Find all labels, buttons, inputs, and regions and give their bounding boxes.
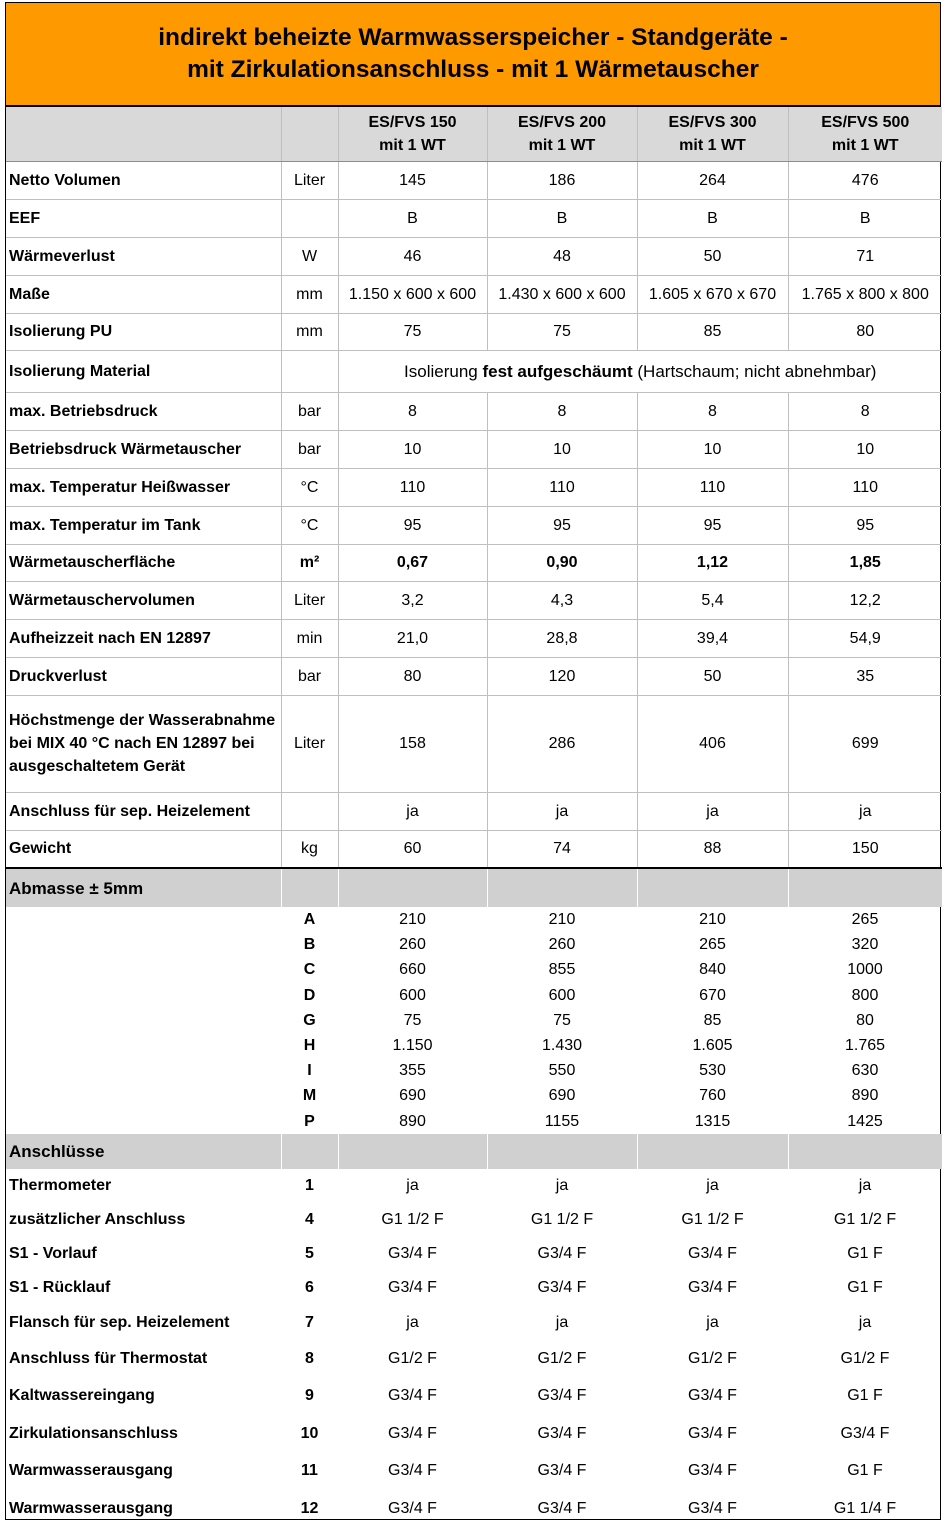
spec-value: 8 (487, 392, 637, 430)
dimension-spacer (6, 932, 281, 957)
spec-label: Wärmetauscherfläche (6, 544, 281, 581)
connection-value: G3/4 F (388, 1500, 437, 1518)
connection-label: S1 - Vorlauf (9, 1245, 97, 1263)
spec-row (6, 506, 942, 544)
spec-value: 1,12 (637, 544, 788, 581)
dimension-value: 600 (548, 986, 576, 1004)
model-header: ES/FVS 500 mit 1 WT (788, 107, 942, 161)
spec-value: 74 (487, 830, 637, 868)
spec-value: 95 (487, 506, 637, 544)
spec-row (6, 468, 942, 506)
spec-row (6, 199, 942, 237)
spec-value: 4,3 (487, 581, 637, 619)
dimension-value: 690 (548, 1087, 576, 1105)
dimension-row (6, 907, 942, 932)
spec-value: 120 (487, 657, 637, 695)
connection-number: 11 (301, 1462, 318, 1480)
connection-number: 10 (300, 1424, 319, 1442)
spec-value: B (338, 199, 487, 237)
dimension-spacer (6, 1058, 281, 1083)
spec-table (6, 107, 942, 869)
connection-value: G3/4 F (537, 1245, 587, 1263)
dimension-connection-table (6, 869, 942, 1528)
spec-value: 8 (637, 392, 788, 430)
connection-row (6, 1377, 942, 1415)
dimension-value: 690 (399, 1087, 426, 1105)
dimension-row (6, 1008, 942, 1033)
spec-label: Netto Volumen (6, 161, 281, 199)
connection-row (6, 1203, 942, 1237)
connection-row (6, 1452, 942, 1490)
connections-header (6, 1134, 942, 1169)
spec-value: 95 (338, 506, 487, 544)
connection-number: 12 (300, 1500, 319, 1518)
dimension-value: 670 (699, 986, 726, 1004)
connection-label: Thermometer (9, 1177, 112, 1195)
spec-value: 110 (788, 468, 942, 506)
spec-value: 28,8 (487, 619, 637, 657)
dimension-value: 800 (851, 986, 879, 1004)
spec-label: EEF (6, 199, 281, 237)
connection-label: Kaltwassereingang (9, 1387, 155, 1405)
spec-value: 110 (637, 468, 788, 506)
dimension-spacer (6, 957, 281, 982)
dimension-value: 530 (699, 1062, 726, 1080)
spec-label: Wärmeverlust (6, 237, 281, 275)
dimension-value: 1315 (694, 1112, 731, 1130)
connection-value: ja (555, 1177, 569, 1195)
dimension-row (6, 1109, 942, 1134)
spec-value: 75 (487, 313, 637, 350)
sheet-title (6, 3, 940, 107)
dimension-value: 840 (699, 961, 726, 979)
spec-row (6, 830, 942, 868)
connection-number: 7 (305, 1313, 314, 1331)
section-header-cell (338, 1134, 487, 1169)
dimension-value: 75 (553, 1011, 571, 1029)
spec-value: 88 (637, 830, 788, 868)
connection-number: 6 (305, 1279, 314, 1297)
spec-value: 5,4 (637, 581, 788, 619)
spec-row (6, 275, 942, 313)
spec-unit: °C (281, 468, 338, 506)
spec-value: 10 (338, 430, 487, 468)
spec-value: B (637, 199, 788, 237)
connection-value: G3/4 F (688, 1245, 737, 1263)
spec-value: 50 (637, 657, 788, 695)
dimension-value: 760 (699, 1087, 726, 1105)
spec-unit: bar (281, 657, 338, 695)
connection-value: G3/4 F (388, 1279, 437, 1297)
header-label-cell (6, 107, 281, 161)
connection-label: Zirkulationsanschluss (9, 1424, 178, 1442)
connection-row (6, 1271, 942, 1305)
spec-value: 75 (338, 313, 487, 350)
section-header-cell (637, 1134, 788, 1169)
spec-unit: mm (281, 275, 338, 313)
dimension-row (6, 1058, 942, 1083)
dimension-spacer (6, 1109, 281, 1134)
spec-value: 95 (637, 506, 788, 544)
connection-value: G3/4 F (388, 1245, 437, 1263)
dimension-row (6, 957, 942, 982)
spec-unit: Liter (281, 581, 338, 619)
dimension-value: 1.150 (392, 1037, 433, 1055)
spec-value: 1.765 x 800 x 800 (788, 275, 942, 313)
connection-row (6, 1169, 942, 1203)
spec-value: 150 (788, 830, 942, 868)
dimension-letter: H (303, 1037, 316, 1055)
connection-value: G3/4 F (688, 1500, 737, 1518)
section-title: Anschlüsse (6, 1134, 281, 1169)
dimension-value: 1425 (847, 1112, 883, 1130)
connection-value: ja (555, 1313, 569, 1331)
title-line-1: indirekt beheizte Warmwasserspeicher - Standgeräte - (158, 24, 788, 51)
spec-value: 110 (487, 468, 637, 506)
dimension-letter: A (303, 911, 316, 929)
spec-value: 8 (338, 392, 487, 430)
title-line-2: mit Zirkulationsanschluss - mit 1 Wärmetauscher (187, 56, 759, 83)
insulation-row (6, 350, 942, 392)
dimension-value: 75 (403, 1011, 422, 1029)
section-header-cell (637, 869, 788, 907)
section-header-cell (338, 869, 487, 907)
dimension-value: 1155 (544, 1112, 580, 1130)
connection-value: G1 F (847, 1279, 883, 1297)
connection-value: G3/4 F (688, 1387, 737, 1405)
section-header-cell (788, 1134, 942, 1169)
spec-value: 10 (788, 430, 942, 468)
connection-label: Anschluss für Thermostat (9, 1349, 208, 1367)
spec-value: 12,2 (788, 581, 942, 619)
spec-value: 39,4 (637, 619, 788, 657)
spec-label: Wärmetauschervolumen (6, 581, 281, 619)
dimension-letter: G (303, 1011, 316, 1029)
spec-row (6, 581, 942, 619)
dimension-letter: C (303, 961, 316, 979)
spec-value: 186 (487, 161, 637, 199)
connection-value: G1/2 F (688, 1349, 737, 1367)
spec-label: Gewicht (6, 830, 281, 868)
dimension-row (6, 932, 942, 957)
dimensions-header (6, 869, 942, 907)
spec-label: Maße (6, 275, 281, 313)
spec-unit: Liter (281, 161, 338, 199)
spec-unit: °C (281, 506, 338, 544)
spec-value: ja (338, 792, 487, 830)
spec-value: 35 (788, 657, 942, 695)
dimension-value: 890 (399, 1112, 426, 1130)
spec-value: 145 (338, 161, 487, 199)
connection-label: Warmwasserausgang (9, 1462, 173, 1480)
spec-row (6, 430, 942, 468)
spec-value: 85 (637, 313, 788, 350)
section-header-cell (281, 869, 338, 907)
connection-value: G1/2 F (840, 1349, 890, 1367)
dimension-value: 855 (548, 961, 576, 979)
model-header: ES/FVS 200 mit 1 WT (487, 107, 637, 161)
connection-row (6, 1415, 942, 1452)
dimension-letter: D (303, 986, 316, 1004)
connection-value: G1 F (847, 1387, 883, 1405)
dimension-value: 890 (851, 1087, 879, 1105)
dimension-letter: I (307, 1062, 312, 1080)
connection-value: G3/4 F (537, 1424, 587, 1442)
spec-value: 21,0 (338, 619, 487, 657)
spec-value: 406 (637, 695, 788, 792)
spec-value: ja (637, 792, 788, 830)
spec-row (6, 161, 942, 199)
spec-label: Druckverlust (6, 657, 281, 695)
spec-value: 3,2 (338, 581, 487, 619)
spec-label: max. Betriebsdruck (6, 392, 281, 430)
spec-value: 48 (487, 237, 637, 275)
section-header-cell (487, 869, 637, 907)
header-unit-cell (281, 107, 338, 161)
connection-value: G3/4 F (688, 1279, 737, 1297)
dimension-row (6, 1033, 942, 1058)
spec-label: Betriebsdruck Wärmetauscher (6, 430, 281, 468)
spec-row (6, 619, 942, 657)
dimension-row (6, 1083, 942, 1108)
spec-value: B (487, 199, 637, 237)
dimension-value: 210 (399, 911, 426, 929)
connection-label: zusätzlicher Anschluss (9, 1211, 186, 1229)
connection-value: G1 F (847, 1245, 883, 1263)
connection-row (6, 1237, 942, 1271)
spec-unit: min (281, 619, 338, 657)
spec-unit (281, 792, 338, 830)
connection-value: ja (406, 1313, 419, 1331)
dimension-spacer (6, 1083, 281, 1108)
connection-value: G1 1/2 F (530, 1211, 594, 1229)
section-header-cell (487, 1134, 637, 1169)
spec-value: 1.150 x 600 x 600 (338, 275, 487, 313)
spec-unit: mm (281, 313, 338, 350)
dimension-value: 265 (699, 936, 726, 954)
dimension-value: 260 (548, 936, 576, 954)
spec-value: 10 (487, 430, 637, 468)
section-header-cell (281, 1134, 338, 1169)
connection-value: ja (406, 1177, 419, 1195)
spec-unit: W (281, 237, 338, 275)
spec-value: ja (487, 792, 637, 830)
spec-value: 60 (338, 830, 487, 868)
spec-value: 95 (788, 506, 942, 544)
connection-row (6, 1305, 942, 1340)
dimension-value: 355 (399, 1062, 426, 1080)
spec-value: 71 (788, 237, 942, 275)
connection-value: ja (706, 1177, 719, 1195)
dimension-spacer (6, 907, 281, 932)
dimension-value: 320 (851, 936, 879, 954)
spec-value: 50 (637, 237, 788, 275)
connection-value: G1 1/2 F (833, 1211, 897, 1229)
dimension-value: 260 (399, 936, 426, 954)
spec-unit (281, 350, 338, 392)
connection-number: 4 (305, 1211, 314, 1229)
spec-unit: bar (281, 430, 338, 468)
spec-row (6, 313, 942, 350)
spec-label: max. Temperatur im Tank (6, 506, 281, 544)
dimension-spacer (6, 983, 281, 1008)
dimension-value: 85 (703, 1011, 722, 1029)
spec-value: 8 (788, 392, 942, 430)
connection-row (6, 1490, 942, 1528)
spec-unit: m² (281, 544, 338, 581)
connection-value: G3/4 F (537, 1279, 587, 1297)
model-header: ES/FVS 150 mit 1 WT (338, 107, 487, 161)
connection-value: G3/4 F (388, 1387, 437, 1405)
dimension-value: 1.430 (541, 1037, 583, 1055)
spec-label: Isolierung PU (6, 313, 281, 350)
spec-value: 0,90 (487, 544, 637, 581)
connection-label: Flansch für sep. Heizelement (9, 1313, 230, 1331)
dimension-spacer (6, 1033, 281, 1058)
spec-value: 158 (338, 695, 487, 792)
connection-value: G3/4 F (537, 1500, 587, 1518)
spec-value: 80 (788, 313, 942, 350)
connection-value: ja (858, 1313, 872, 1331)
connection-value: G1 1/2 F (681, 1211, 744, 1229)
dimension-spacer (6, 1008, 281, 1033)
spec-value: 110 (338, 468, 487, 506)
dimension-value: 265 (851, 911, 879, 929)
dimension-value: 210 (548, 911, 576, 929)
spec-row (6, 237, 942, 275)
connection-number: 1 (305, 1177, 314, 1195)
dimension-letter: B (303, 936, 316, 954)
dimension-value: 1000 (847, 961, 883, 979)
spec-label: Isolierung Material (6, 350, 281, 392)
dimension-value: 80 (856, 1011, 874, 1029)
spec-value: 264 (637, 161, 788, 199)
spec-value: 286 (487, 695, 637, 792)
dimension-value: 210 (699, 911, 726, 929)
dimension-value: 1.605 (692, 1037, 733, 1055)
spec-value: 1.605 x 670 x 670 (637, 275, 788, 313)
spec-value: B (788, 199, 942, 237)
spec-value: 1.430 x 600 x 600 (487, 275, 637, 313)
connection-value: G1 1/4 F (833, 1500, 897, 1518)
spec-row (6, 544, 942, 581)
connection-value: G1/2 F (388, 1349, 437, 1367)
connection-value: G1 1/2 F (381, 1211, 444, 1229)
spec-value: 0,67 (338, 544, 487, 581)
spec-row (6, 392, 942, 430)
spec-unit: Liter (281, 695, 338, 792)
connection-number: 5 (305, 1245, 314, 1263)
spec-value: 80 (338, 657, 487, 695)
spec-label: Aufheizzeit nach EN 12897 (6, 619, 281, 657)
connection-number: 9 (305, 1387, 314, 1405)
spec-label: Höchstmenge der Wasserabnahme bei MIX 40 °C nach EN 12897 bei ausgeschaltetem Gerät (6, 695, 281, 792)
dimension-value: 630 (851, 1062, 879, 1080)
section-title: Abmasse ± 5mm (6, 869, 281, 907)
connection-value: ja (858, 1177, 872, 1195)
spec-value: 46 (338, 237, 487, 275)
dimension-value: 600 (399, 986, 426, 1004)
spec-unit: kg (281, 830, 338, 868)
connection-value: G1/2 F (537, 1349, 587, 1367)
spec-row (6, 695, 942, 792)
spec-value: 476 (788, 161, 942, 199)
connection-value: ja (706, 1313, 719, 1331)
connection-value: G1 F (847, 1462, 883, 1480)
spec-sheet (5, 2, 941, 1520)
spec-label: max. Temperatur Heißwasser (6, 468, 281, 506)
spec-row (6, 657, 942, 695)
connection-row (6, 1340, 942, 1377)
dimension-value: 660 (399, 961, 426, 979)
dimension-row (6, 983, 942, 1008)
connection-number: 8 (305, 1349, 314, 1367)
spec-unit (281, 199, 338, 237)
connection-value: G3/4 F (688, 1462, 737, 1480)
connection-label: S1 - Rücklauf (9, 1279, 111, 1297)
spec-value: 10 (637, 430, 788, 468)
header-row (6, 107, 942, 161)
model-header: ES/FVS 300 mit 1 WT (637, 107, 788, 161)
insulation-text: Isolierung fest aufgeschäumt (Hartschaum; nicht abnehmbar) (338, 350, 942, 392)
connection-value: G3/4 F (537, 1387, 587, 1405)
dimension-letter: P (304, 1112, 315, 1130)
connection-value: G3/4 F (537, 1462, 587, 1480)
spec-value: 1,85 (788, 544, 942, 581)
spec-label: Anschluss für sep. Heizelement (6, 792, 281, 830)
spec-row (6, 792, 942, 830)
connection-value: G3/4 F (840, 1424, 890, 1442)
dimension-value: 1.765 (844, 1037, 886, 1055)
connection-value: G3/4 F (388, 1462, 437, 1480)
connection-label: Warmwasserausgang (9, 1500, 173, 1518)
spec-value: 54,9 (788, 619, 942, 657)
dimension-value: 550 (548, 1062, 576, 1080)
section-header-cell (788, 869, 942, 907)
spec-value: ja (788, 792, 942, 830)
connection-value: G3/4 F (688, 1424, 737, 1442)
spec-value: 699 (788, 695, 942, 792)
dimension-letter: M (302, 1087, 317, 1105)
spec-unit: bar (281, 392, 338, 430)
connection-value: G3/4 F (388, 1424, 437, 1442)
